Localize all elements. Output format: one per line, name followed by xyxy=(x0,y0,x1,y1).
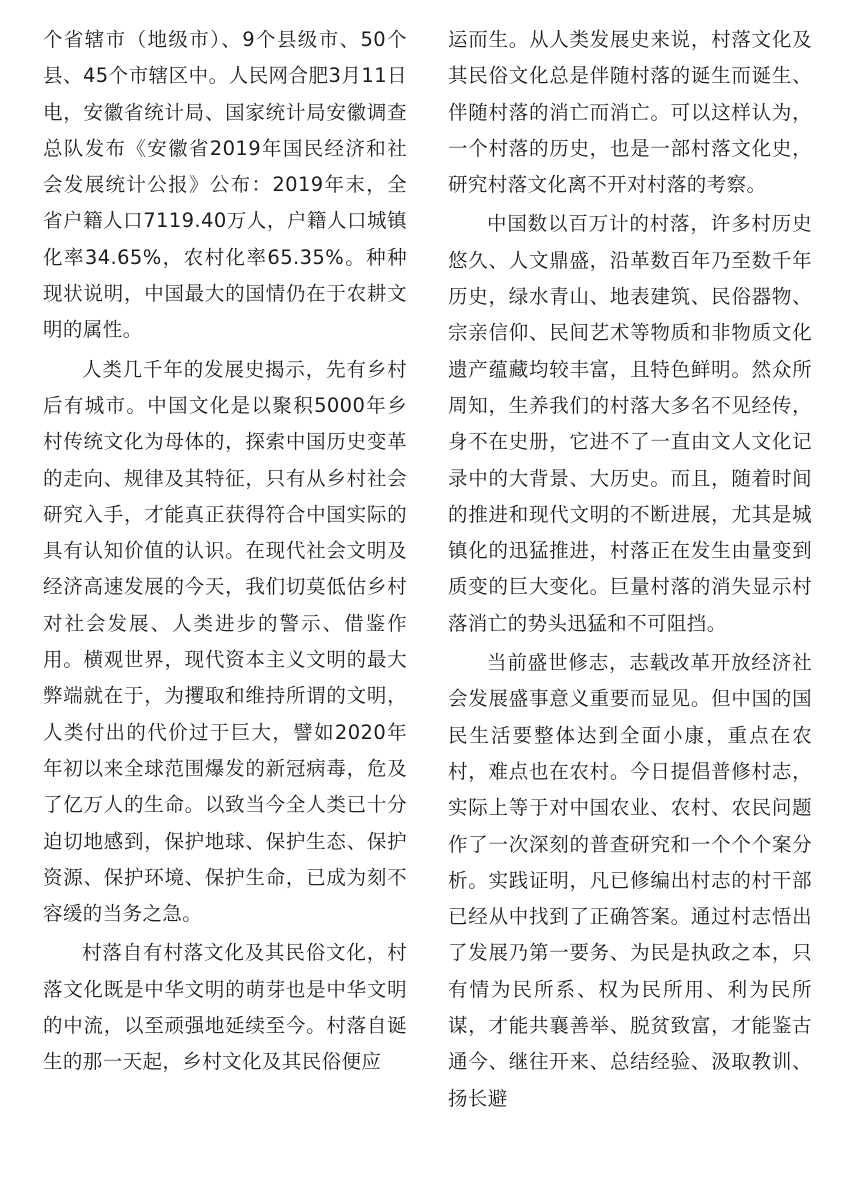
right-column xyxy=(448,22,812,1200)
paragraph: 运而生。从人类发展史来说，村落文化及其民俗文化总是伴随村落的诞生而诞生、伴随村落的消亡而消亡。可以这样认为，一个村落的历史，也是一部村落文化史，研究村落文化离不开对村落的考察。 xyxy=(448,28,812,197)
paragraph: 个省辖市（地级市）、9个县级市、50个县、45个市辖区中。人民网合肥3月11日电，安徽省统计局、国家统计局安徽调查总队发布《安徽省2019年国民经济和社会发展统计公报》公布：2019年末，全省户籍人口7119.40万人，户籍人口城镇化率34.65%，农村化率65.35%。种种现状说明，中国最大的国情仍在于农耕文明的属性。 xyxy=(43,28,407,342)
paragraph: 当前盛世修志，志载改革开放经济社会发展盛事意义重要而显见。但中国的国民生活要整体达到全面小康，重点在农村，难点也在农村。今日提倡普修村志，实际上等于对中国农业、农村、农民问题作了一次深刻的普查研究和一个个个案分析。实践证明，凡已修编出村志的村干部已经从中找到了正确答案。通过村志悟出了发展乃第一要务、为民是执政之本，只有情为民所系、权为民所用、利为民所谋，才能共襄善举、脱贫致富，才能鉴古通今、继往开来、总结经验、汲取教训、扬长避 xyxy=(448,651,812,1110)
paragraph: 中国数以百万计的村落，许多村历史悠久、人文鼎盛，沿革数百年乃至数千年历史，绿水青山、地表建筑、民俗器物、宗亲信仰、民间艺术等物质和非物质文化遗产蕴藏均较丰富，且特色鲜明。然众所周知，生养我们的村落大多名不见经传，身不在史册，它进不了一直由文人文化记录中的大背景、大历史。而且，随着时间的推进和现代文明的不断进展，尤其是城镇化的迅猛推进，村落正在发生由量变到质变的巨大变化。巨量村落的消失显示村落消亡的势头迅猛和不可阻挡。 xyxy=(448,212,812,635)
paragraph: 村落自有村落文化及其民俗文化，村落文化既是中华文明的萌芽也是中华文明的中流，以至顽强地延续至今。村落自诞生的那一天起，乡村文化及其民俗便应 xyxy=(43,941,407,1074)
paragraph: 人类几千年的发展史揭示，先有乡村后有城市。中国文化是以聚积5000年乡村传统文化为母体的，探索中国历史变革的走向、规律及其特征，只有从乡村社会研究入手，才能真正获得符合中国实际的具有认知价值的认识。在现代社会文明及经济高速发展的今天，我们切莫低估乡村对社会发展、人类进步的警示、借鉴作用。横观世界，现代资本主义文明的最大弊端就在于，为攫取和维持所谓的文明，人类付出的代价过于巨大，譬如2020年年初以来全球范围爆发的新冠病毒，危及了亿万人的生命。以致当今全人类已十分迫切地感到，保护地球、保护生态、保护资源、保护环境、保护生命，已成为刻不容缓的当务之急。 xyxy=(43,357,407,926)
left-column xyxy=(43,22,407,1200)
